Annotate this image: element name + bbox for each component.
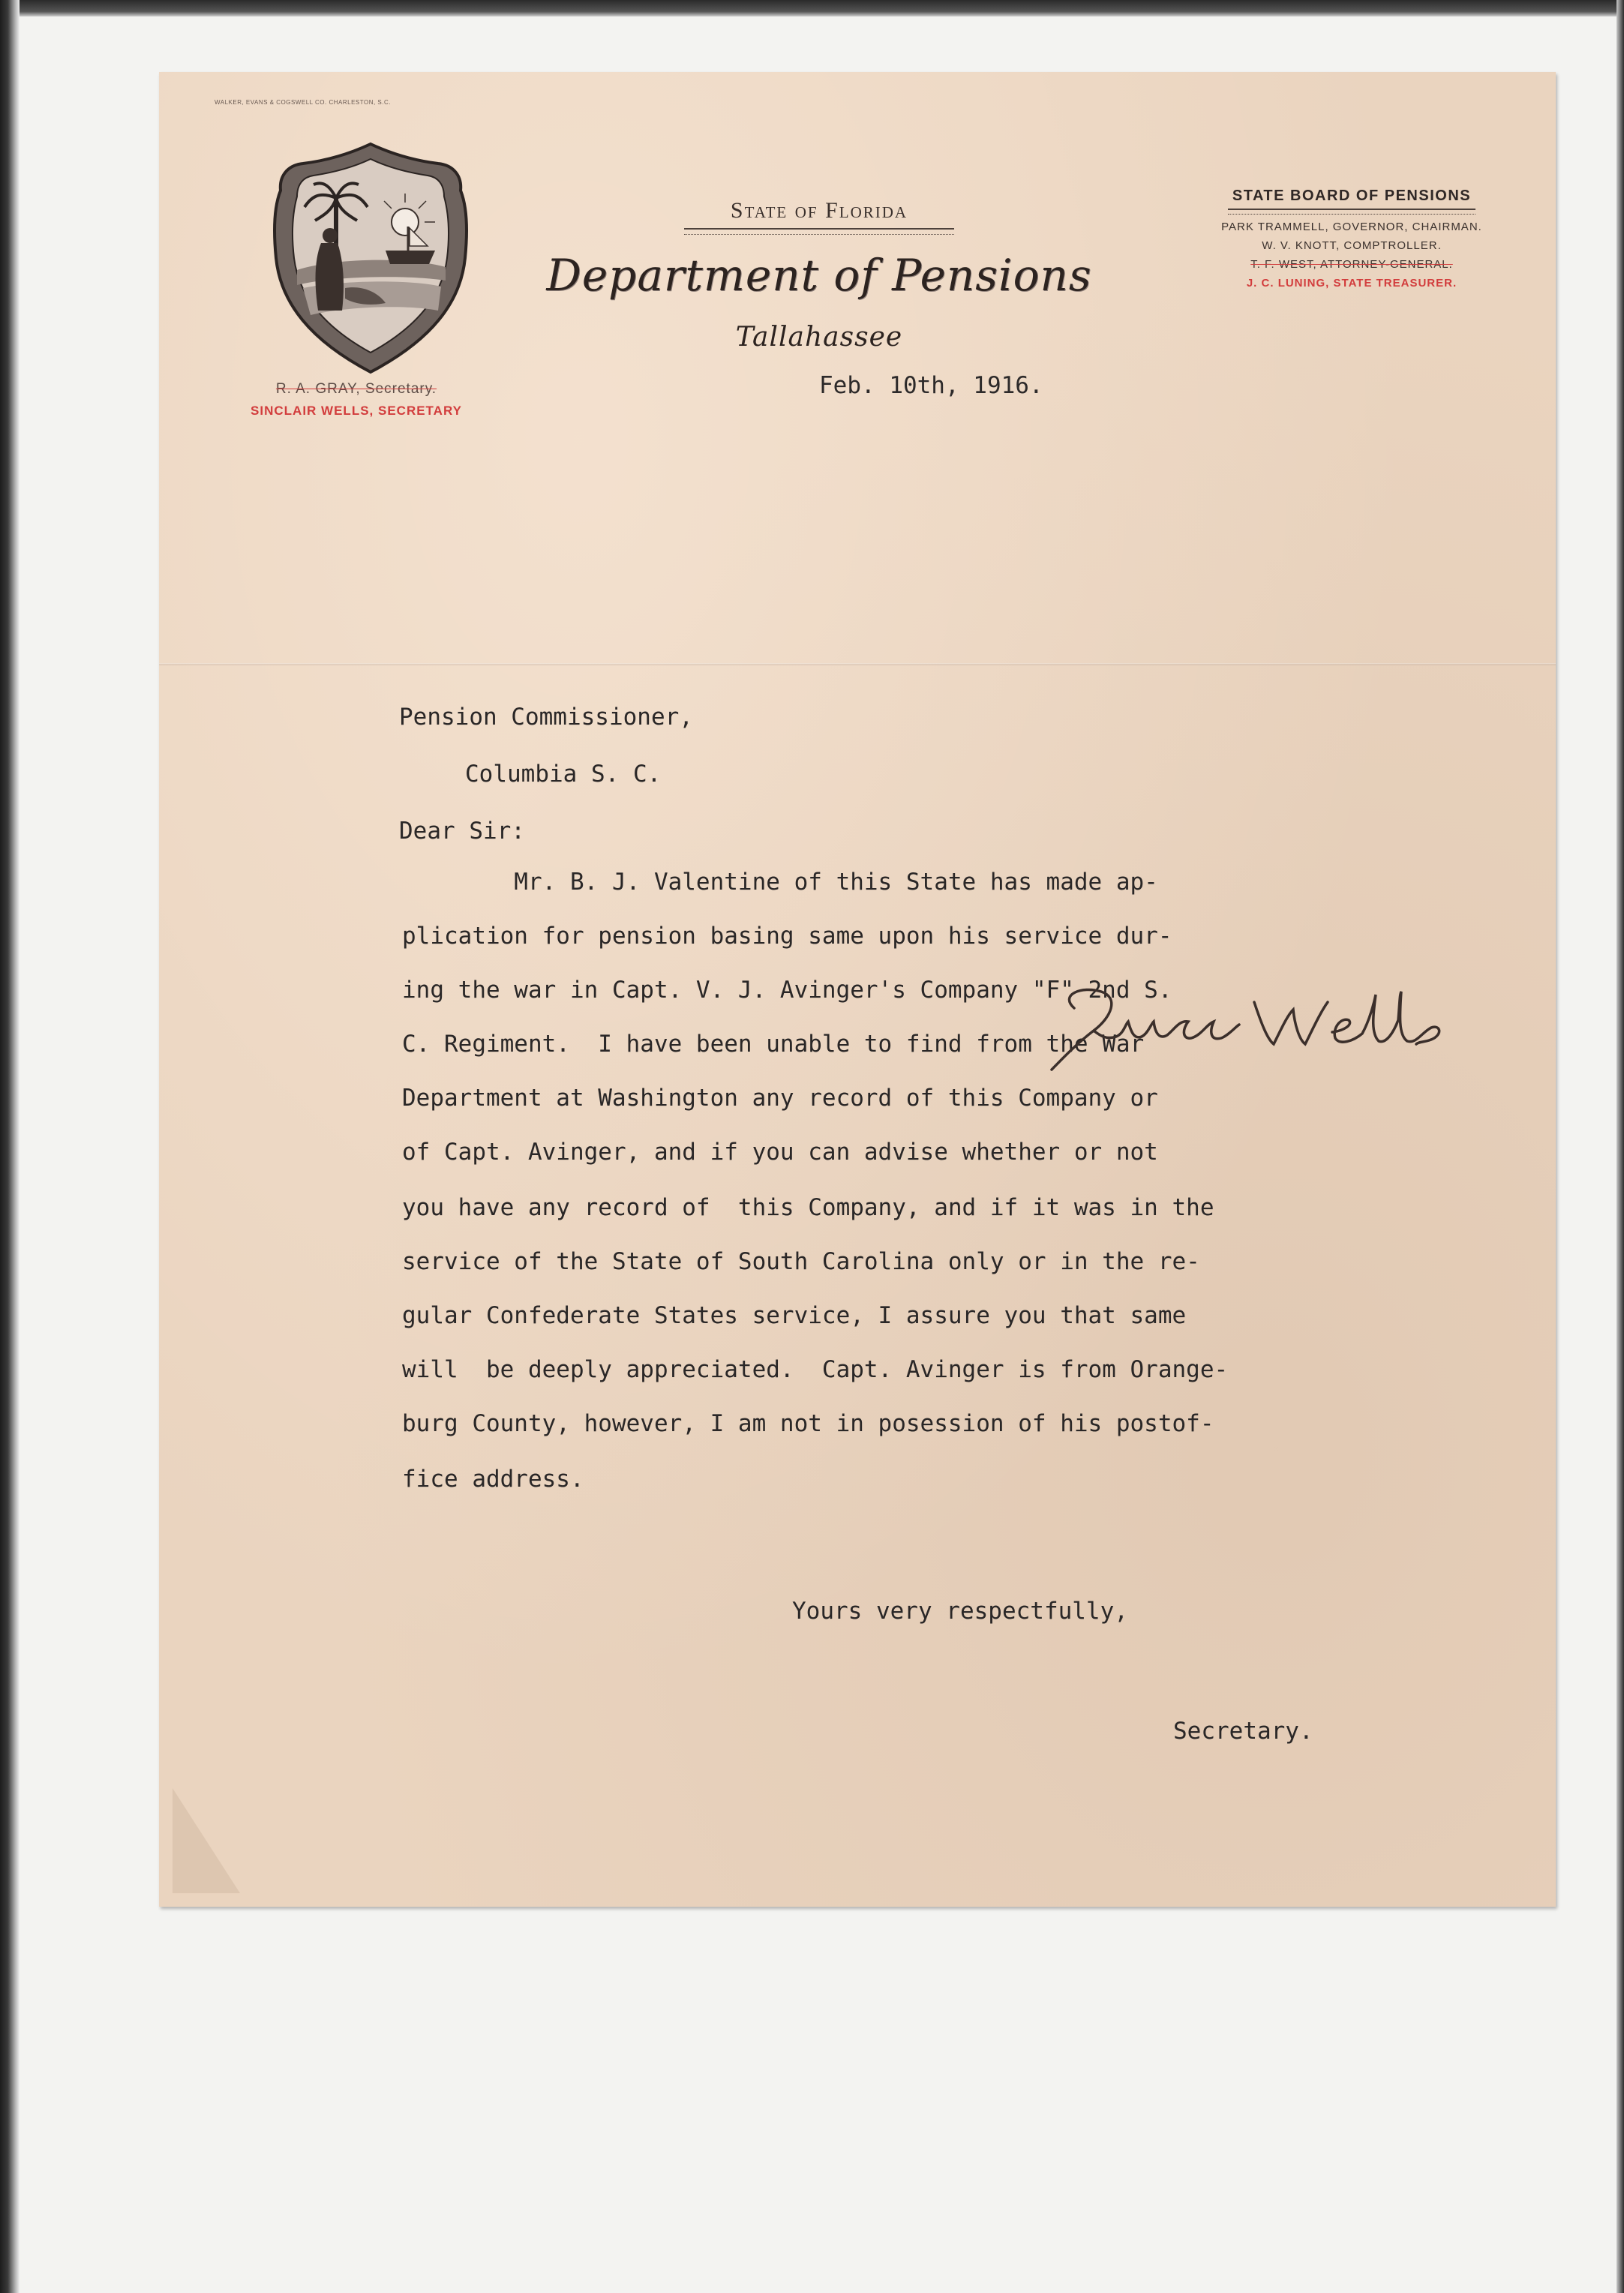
pension-board-block [1194, 188, 1509, 290]
scan-frame-top [0, 0, 1624, 17]
board-underline [1228, 209, 1475, 215]
body-line: C. Regiment. I have been unable to find from the War [402, 1031, 1145, 1058]
letter-sheet [159, 72, 1556, 1907]
body-line: fice address. [402, 1466, 584, 1493]
city-name: Tallahassee [735, 322, 903, 353]
scan-frame-right [1616, 0, 1624, 2293]
board-member-comptroller: W. V. KNOTT, COMPTROLLER. [1262, 239, 1442, 252]
body-line: plication for pension basing same upon his service dur- [402, 923, 1172, 950]
board-member-governor: PARK TRAMMELL, GOVERNOR, CHAIRMAN. [1221, 221, 1482, 233]
printer-imprint: WALKER, EVANS & COGSWELL CO. CHARLESTON, S.C. [215, 99, 391, 106]
recipient-location: Columbia S. C. [465, 761, 662, 788]
scan-frame-left [0, 0, 20, 2293]
body-line: Department at Washington any record of this Company or [402, 1085, 1158, 1112]
recipient-title: Pension Commissioner, [399, 704, 693, 731]
body-line: will be deeply appreciated. Capt. Avinger is from Orange- [402, 1356, 1229, 1383]
former-secretary-name: R. A. GRAY, Secretary. [275, 381, 437, 397]
folded-corner [173, 1788, 240, 1893]
department-name: Department of Pensions [546, 250, 1092, 301]
body-line: gular Confederate States service, I assure you that same [402, 1302, 1187, 1329]
board-member-attorney-general: T. F. WEST, ATTORNEY-GENERAL. [1250, 258, 1453, 271]
body-line: ing the war in Capt. V. J. Avinger's Company "F" 2nd S. [402, 977, 1172, 1004]
body-line: you have any record of this Company, and if it was in the [402, 1194, 1214, 1221]
board-title: STATE BOARD OF PENSIONS [1232, 188, 1472, 204]
body-line: Mr. B. J. Valentine of this State has made ap- [402, 869, 1158, 896]
closing-line: Yours very respectfully, [792, 1598, 1128, 1625]
body-line: burg County, however, I am not in posession of his postof- [402, 1410, 1214, 1437]
body-line: of Capt. Avinger, and if you can advise whether or not [402, 1139, 1158, 1166]
salutation: Dear Sir: [399, 818, 525, 845]
signer-title: Secretary. [1173, 1718, 1313, 1745]
florida-seal-icon [258, 138, 483, 378]
state-name: State of Florida [730, 198, 908, 223]
letter-date: Feb. 10th, 1916. [819, 372, 1043, 399]
handwritten-signature-icon [1029, 972, 1554, 1077]
state-underline [684, 228, 954, 235]
letterhead-title-block [534, 198, 1104, 353]
fold-crease [159, 663, 1556, 665]
body-line: service of the State of South Carolina only or in the re- [402, 1248, 1200, 1275]
secretary-block [203, 381, 510, 419]
current-secretary-name: SINCLAIR WELLS, SECRETARY [251, 404, 462, 418]
board-member-treasurer: J. C. LUNING, STATE TREASURER. [1246, 277, 1457, 290]
